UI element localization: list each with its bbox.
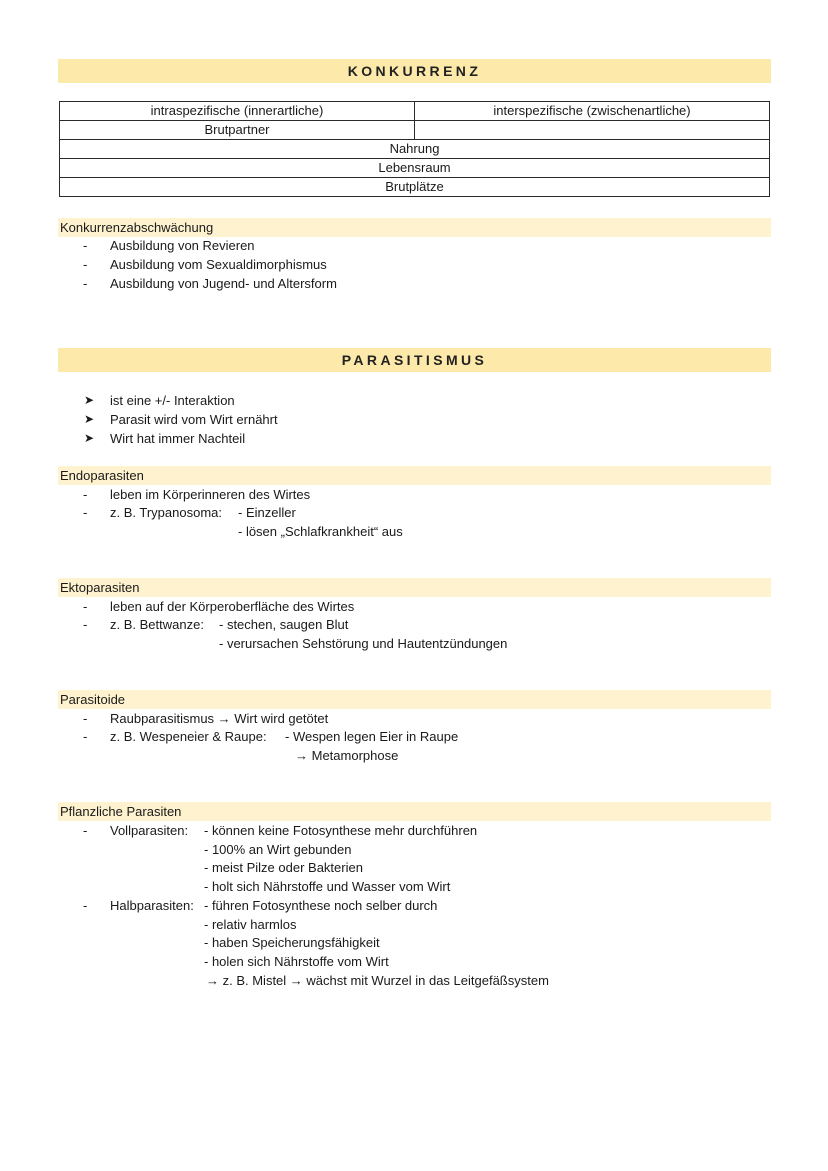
halbparasiten-detail: - führen Fotosynthese noch selber durch xyxy=(204,898,438,913)
example-detail: - lösen „Schlafkrankheit“ aus xyxy=(238,524,403,539)
table-row xyxy=(60,159,770,178)
list-item: Ausbildung von Jugend- und Altersform xyxy=(110,276,337,291)
table-row xyxy=(60,121,770,140)
halbparasiten-detail: - relativ harmlos xyxy=(204,917,297,932)
halbparasiten-detail: - haben Speicherungsfähigkeit xyxy=(204,935,380,950)
list-dash: - xyxy=(83,238,88,253)
bullet-arrow-icon: ➤ xyxy=(84,412,95,426)
bullet-item: Wirt hat immer Nachteil xyxy=(110,431,246,446)
bullet-arrow-icon: ➤ xyxy=(84,393,95,407)
table-row xyxy=(60,178,770,197)
list-item: Ausbildung von Revieren xyxy=(110,238,255,253)
table-cell: Brutplätze xyxy=(60,178,770,197)
list-item: Raubparasitismus → Wirt wird getötet xyxy=(110,711,329,726)
vollparasiten-detail: - 100% an Wirt gebunden xyxy=(204,842,352,857)
table-cell: Nahrung xyxy=(60,140,770,159)
vollparasiten-detail: - können keine Fotosynthese mehr durchführen xyxy=(204,823,478,838)
example-label: z. B. Wespeneier & Raupe: xyxy=(110,729,267,744)
example-detail: - stechen, saugen Blut xyxy=(219,617,349,632)
subheading-parasitoide: Parasitoide xyxy=(58,690,771,709)
example-detail: - verursachen Sehstörung und Hautentzündungen xyxy=(219,636,508,651)
section-title-konkurrenz: KONKURRENZ xyxy=(58,59,771,83)
list-dash: - xyxy=(83,487,88,502)
list-item: Ausbildung vom Sexualdimorphismus xyxy=(110,257,327,272)
table-row xyxy=(60,140,770,159)
list-dash: - xyxy=(83,898,88,913)
list-dash: - xyxy=(83,823,88,838)
table-header-cell: interspezifische (zwischenartliche) xyxy=(415,102,770,121)
table-cell: Brutpartner xyxy=(60,121,415,140)
example-label: z. B. Bettwanze: xyxy=(110,617,204,632)
example-detail: → Metamorphose xyxy=(295,748,399,763)
list-dash: - xyxy=(83,257,88,272)
halbparasiten-detail: - holen sich Nährstoffe vom Wirt xyxy=(204,954,389,969)
example-detail: - Wespen legen Eier in Raupe xyxy=(285,729,459,744)
table-cell xyxy=(415,121,770,140)
subheading-ektoparasiten: Ektoparasiten xyxy=(58,578,771,597)
list-item: leben im Körperinneren des Wirtes xyxy=(110,487,311,502)
list-item: leben auf der Körperoberfläche des Wirtes xyxy=(110,599,355,614)
table-header-row xyxy=(60,102,770,121)
subheading-konkurrenzabschwaechung: Konkurrenzabschwächung xyxy=(58,218,771,237)
halbparasiten-label: Halbparasiten: xyxy=(110,898,194,913)
vollparasiten-detail: - meist Pilze oder Bakterien xyxy=(204,860,363,875)
example-detail: - Einzeller xyxy=(238,505,296,520)
list-dash: - xyxy=(83,617,88,632)
list-dash: - xyxy=(83,276,88,291)
section-title-parasitismus: PARASITISMUS xyxy=(58,348,771,372)
konkurrenz-table xyxy=(59,101,770,197)
bullet-item: ist eine +/- Interaktion xyxy=(110,393,235,408)
table-cell: Lebensraum xyxy=(60,159,770,178)
example-label: z. B. Trypanosoma: xyxy=(110,505,222,520)
subheading-pflanzliche-parasiten: Pflanzliche Parasiten xyxy=(58,802,771,821)
halbparasiten-detail: → z. B. Mistel → wächst mit Wurzel in das Leitgefäßsystem xyxy=(206,973,549,988)
vollparasiten-detail: - holt sich Nährstoffe und Wasser vom Wirt xyxy=(204,879,451,894)
table-header-cell: intraspezifische (innerartliche) xyxy=(60,102,415,121)
subheading-endoparasiten: Endoparasiten xyxy=(58,466,771,485)
vollparasiten-label: Vollparasiten: xyxy=(110,823,189,838)
list-dash: - xyxy=(83,711,88,726)
list-dash: - xyxy=(83,729,88,744)
list-dash: - xyxy=(83,599,88,614)
bullet-item: Parasit wird vom Wirt ernährt xyxy=(110,412,278,427)
bullet-arrow-icon: ➤ xyxy=(84,431,95,445)
list-dash: - xyxy=(83,505,88,520)
